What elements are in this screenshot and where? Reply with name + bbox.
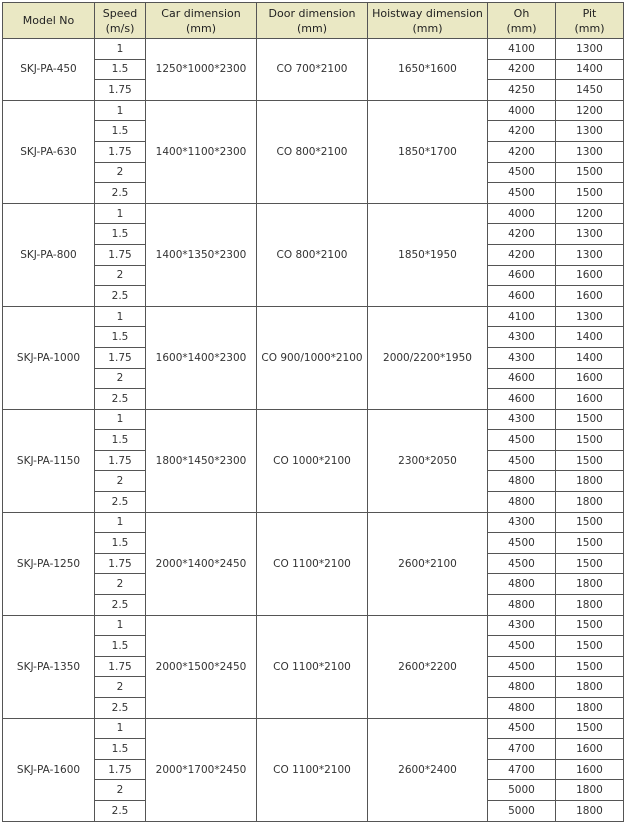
car-dimension-cell: 2000*1500*2450 <box>146 615 257 718</box>
pit-cell: 1800 <box>556 677 624 698</box>
table-row <box>3 409 624 430</box>
oh-cell: 4500 <box>488 656 556 677</box>
door-dimension-cell: CO 900/1000*2100 <box>257 306 368 409</box>
model-no-cell: SKJ-PA-1600 <box>3 718 95 821</box>
speed-cell: 1.5 <box>95 327 146 348</box>
speed-cell: 2.5 <box>95 389 146 410</box>
table-body <box>3 39 624 822</box>
oh-cell: 4700 <box>488 739 556 760</box>
hoistway-dimension-cell: 2600*2200 <box>368 615 488 718</box>
pit-cell: 1500 <box>556 533 624 554</box>
pit-cell: 1400 <box>556 327 624 348</box>
header-line: (mm) <box>506 21 537 35</box>
pit-cell: 1300 <box>556 306 624 327</box>
header-line: (m/s) <box>105 21 135 35</box>
pit-cell: 1500 <box>556 183 624 204</box>
oh-cell: 4300 <box>488 512 556 533</box>
hoistway-dimension-cell: 2000/2200*1950 <box>368 306 488 409</box>
pit-cell: 1200 <box>556 203 624 224</box>
table-row <box>3 306 624 327</box>
pit-cell: 1450 <box>556 80 624 101</box>
speed-cell: 1.75 <box>95 244 146 265</box>
pit-cell: 1400 <box>556 59 624 80</box>
model-no-cell: SKJ-PA-800 <box>3 203 95 306</box>
pit-cell: 1800 <box>556 595 624 616</box>
oh-cell: 4600 <box>488 389 556 410</box>
speed-cell: 2.5 <box>95 800 146 821</box>
header-line: (mm) <box>296 21 327 35</box>
speed-cell: 1 <box>95 615 146 636</box>
pit-cell: 1800 <box>556 780 624 801</box>
model-no-cell: SKJ-PA-1350 <box>3 615 95 718</box>
speed-cell: 2 <box>95 574 146 595</box>
pit-cell: 1800 <box>556 698 624 719</box>
pit-cell: 1800 <box>556 574 624 595</box>
pit-cell: 1500 <box>556 656 624 677</box>
oh-cell: 4100 <box>488 306 556 327</box>
header-line: Model No <box>22 14 75 27</box>
oh-cell: 4600 <box>488 265 556 286</box>
speed-cell: 2 <box>95 162 146 183</box>
spec-table <box>2 2 624 822</box>
speed-cell: 1.75 <box>95 553 146 574</box>
header-line: Speed <box>102 6 138 20</box>
table-header <box>3 3 624 39</box>
pit-cell: 1500 <box>556 409 624 430</box>
speed-cell: 2.5 <box>95 595 146 616</box>
speed-cell: 1 <box>95 409 146 430</box>
pit-cell: 1800 <box>556 492 624 513</box>
car-dimension-cell: 2000*1400*2450 <box>146 512 257 615</box>
table-row <box>3 718 624 739</box>
pit-cell: 1500 <box>556 430 624 451</box>
pit-cell: 1500 <box>556 512 624 533</box>
header-line: (mm) <box>185 21 216 35</box>
model-no-cell: SKJ-PA-1250 <box>3 512 95 615</box>
header-line: Hoistway dimension <box>372 6 483 20</box>
speed-cell: 1 <box>95 512 146 533</box>
pit-cell: 1500 <box>556 636 624 657</box>
speed-cell: 2 <box>95 471 146 492</box>
pit-cell: 1600 <box>556 286 624 307</box>
car-dimension-cell: 1400*1100*2300 <box>146 100 257 203</box>
header-line: Pit <box>582 6 597 20</box>
speed-cell: 2 <box>95 780 146 801</box>
oh-cell: 4800 <box>488 471 556 492</box>
oh-cell: 4300 <box>488 347 556 368</box>
pit-cell: 1300 <box>556 224 624 245</box>
speed-cell: 2 <box>95 677 146 698</box>
pit-cell: 1400 <box>556 347 624 368</box>
car-dimension-cell: 1400*1350*2300 <box>146 203 257 306</box>
car-dimension-cell: 1800*1450*2300 <box>146 409 257 512</box>
oh-cell: 4300 <box>488 327 556 348</box>
speed-cell: 1.75 <box>95 141 146 162</box>
speed-cell: 1 <box>95 203 146 224</box>
oh-cell: 4500 <box>488 430 556 451</box>
oh-cell: 4700 <box>488 759 556 780</box>
speed-cell: 1 <box>95 306 146 327</box>
pit-cell: 1600 <box>556 389 624 410</box>
car-dimension-cell: 1250*1000*2300 <box>146 39 257 101</box>
oh-cell: 4500 <box>488 162 556 183</box>
speed-cell: 2 <box>95 265 146 286</box>
hoistway-dimension-cell: 2600*2100 <box>368 512 488 615</box>
oh-cell: 4200 <box>488 141 556 162</box>
oh-cell: 4200 <box>488 224 556 245</box>
car-dimension-cell: 2000*1700*2450 <box>146 718 257 821</box>
oh-cell: 4000 <box>488 203 556 224</box>
oh-cell: 4300 <box>488 615 556 636</box>
speed-cell: 2.5 <box>95 698 146 719</box>
hoistway-dimension-cell: 1650*1600 <box>368 39 488 101</box>
speed-cell: 1.75 <box>95 759 146 780</box>
pit-cell: 1500 <box>556 615 624 636</box>
oh-cell: 5000 <box>488 800 556 821</box>
oh-cell: 4500 <box>488 183 556 204</box>
hoistway-dimension-cell: 2300*2050 <box>368 409 488 512</box>
door-dimension-cell: CO 700*2100 <box>257 39 368 101</box>
table-row <box>3 100 624 121</box>
pit-cell: 1800 <box>556 800 624 821</box>
oh-cell: 4300 <box>488 409 556 430</box>
pit-cell: 1600 <box>556 739 624 760</box>
speed-cell: 1.5 <box>95 636 146 657</box>
oh-cell: 4500 <box>488 718 556 739</box>
speed-cell: 1.5 <box>95 739 146 760</box>
header-oh <box>488 3 556 39</box>
oh-cell: 4200 <box>488 121 556 142</box>
door-dimension-cell: CO 1100*2100 <box>257 615 368 718</box>
speed-cell: 2.5 <box>95 183 146 204</box>
oh-cell: 4200 <box>488 59 556 80</box>
header-line: (mm) <box>574 21 605 35</box>
model-no-cell: SKJ-PA-1000 <box>3 306 95 409</box>
speed-cell: 1 <box>95 100 146 121</box>
pit-cell: 1500 <box>556 718 624 739</box>
door-dimension-cell: CO 800*2100 <box>257 100 368 203</box>
pit-cell: 1800 <box>556 471 624 492</box>
model-no-cell: SKJ-PA-630 <box>3 100 95 203</box>
pit-cell: 1300 <box>556 39 624 60</box>
pit-cell: 1600 <box>556 368 624 389</box>
pit-cell: 1600 <box>556 265 624 286</box>
table-row <box>3 512 624 533</box>
oh-cell: 4600 <box>488 368 556 389</box>
table-row <box>3 203 624 224</box>
door-dimension-cell: CO 800*2100 <box>257 203 368 306</box>
speed-cell: 1.75 <box>95 450 146 471</box>
oh-cell: 4500 <box>488 533 556 554</box>
oh-cell: 4100 <box>488 39 556 60</box>
oh-cell: 4000 <box>488 100 556 121</box>
speed-cell: 1.75 <box>95 347 146 368</box>
header-line: Car dimension <box>161 6 241 20</box>
oh-cell: 4250 <box>488 80 556 101</box>
oh-cell: 4800 <box>488 574 556 595</box>
speed-cell: 1.75 <box>95 80 146 101</box>
speed-cell: 1.5 <box>95 59 146 80</box>
oh-cell: 4200 <box>488 244 556 265</box>
header-row <box>3 3 624 39</box>
oh-cell: 4500 <box>488 636 556 657</box>
pit-cell: 1600 <box>556 759 624 780</box>
speed-cell: 2 <box>95 368 146 389</box>
header-line: Door dimension <box>268 6 356 20</box>
oh-cell: 5000 <box>488 780 556 801</box>
speed-cell: 1.5 <box>95 121 146 142</box>
car-dimension-cell: 1600*1400*2300 <box>146 306 257 409</box>
oh-cell: 4600 <box>488 286 556 307</box>
speed-cell: 1 <box>95 718 146 739</box>
speed-cell: 1.75 <box>95 656 146 677</box>
hoistway-dimension-cell: 1850*1700 <box>368 100 488 203</box>
pit-cell: 1200 <box>556 100 624 121</box>
oh-cell: 4800 <box>488 698 556 719</box>
speed-cell: 1.5 <box>95 533 146 554</box>
header-line: Oh <box>513 6 530 20</box>
pit-cell: 1500 <box>556 162 624 183</box>
pit-cell: 1300 <box>556 141 624 162</box>
pit-cell: 1500 <box>556 553 624 574</box>
header-model-no <box>3 3 95 39</box>
door-dimension-cell: CO 1000*2100 <box>257 409 368 512</box>
speed-cell: 1.5 <box>95 430 146 451</box>
door-dimension-cell: CO 1100*2100 <box>257 718 368 821</box>
header-line: (mm) <box>412 21 443 35</box>
speed-cell: 1.5 <box>95 224 146 245</box>
oh-cell: 4800 <box>488 492 556 513</box>
oh-cell: 4800 <box>488 677 556 698</box>
hoistway-dimension-cell: 2600*2400 <box>368 718 488 821</box>
speed-cell: 2.5 <box>95 286 146 307</box>
speed-cell: 1 <box>95 39 146 60</box>
model-no-cell: SKJ-PA-450 <box>3 39 95 101</box>
header-door-dimension <box>257 3 368 39</box>
header-pit <box>556 3 624 39</box>
header-car-dimension <box>146 3 257 39</box>
pit-cell: 1500 <box>556 450 624 471</box>
oh-cell: 4500 <box>488 450 556 471</box>
header-hoistway-dimension <box>368 3 488 39</box>
model-no-cell: SKJ-PA-1150 <box>3 409 95 512</box>
speed-cell: 2.5 <box>95 492 146 513</box>
table-row <box>3 615 624 636</box>
door-dimension-cell: CO 1100*2100 <box>257 512 368 615</box>
oh-cell: 4500 <box>488 553 556 574</box>
table-row <box>3 39 624 60</box>
oh-cell: 4800 <box>488 595 556 616</box>
header-speed <box>95 3 146 39</box>
pit-cell: 1300 <box>556 244 624 265</box>
pit-cell: 1300 <box>556 121 624 142</box>
hoistway-dimension-cell: 1850*1950 <box>368 203 488 306</box>
